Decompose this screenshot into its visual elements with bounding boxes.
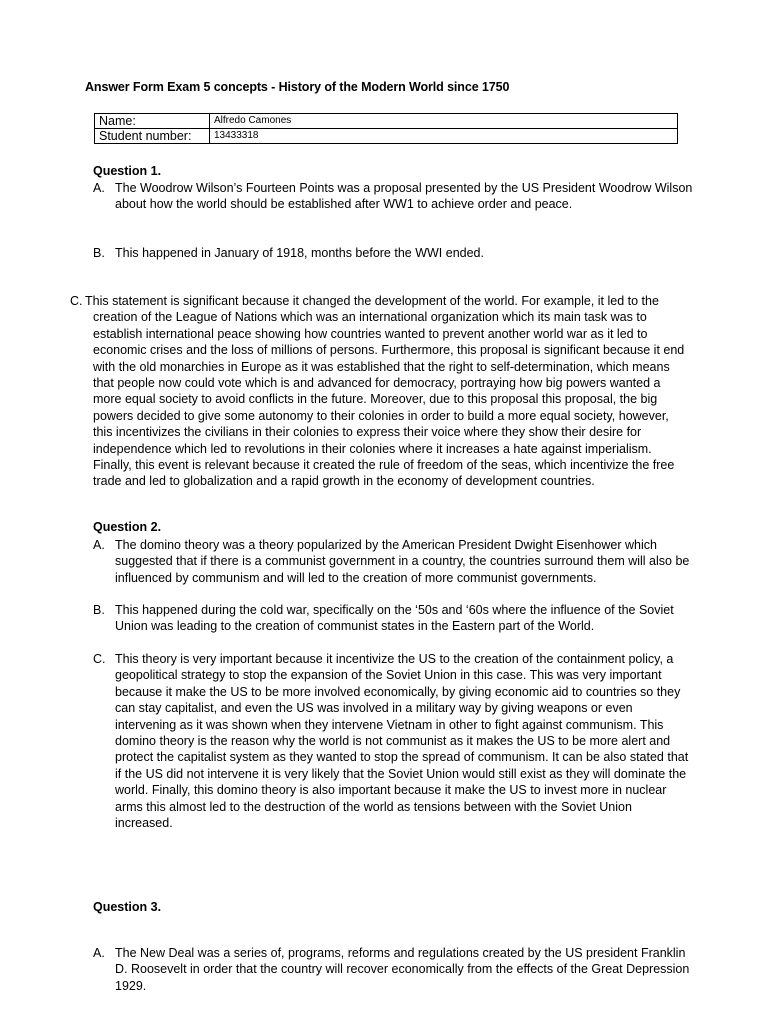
student-info-table <box>94 113 678 144</box>
question-3-title: Question 3. <box>93 900 162 914</box>
question-1-answer-b <box>93 245 693 261</box>
student-number-row <box>95 129 678 144</box>
answer-text: This happened in January of 1918, months before the WWI ended. <box>115 246 484 260</box>
student-number-value: 13433318 <box>210 129 678 144</box>
answer-text: This statement is significant because it changed the development of the world. For example, it led to the creation of the League of Nations which was an international organization which its main task was to establish international peace showing how countries wanted to prevent another world war as it led to economic crises and the loss of millions of persons. Furthermore, this proposal is significant because it end with the old monarchies in Europe as it was established that the right to self-determination, which means that people now could vote which is and advanced for democracy, portraying how big powers wanted a more equal society to avoid conflicts in the future. Moreover, due to this proposal this proposal, the big powers decided to give some autonomy to their colonies in order to build a more equal society, however, this incentivizes the civilians in their colonies to express their voice where they show their desire for independence which led to revolutions in their colonies where it increases a hate against imperialism. Finally, this event is relevant because it created the rule of freedom of the seas, which incentivize the free trade and led to globalization and a rapid growth in the economy of development countries. <box>85 294 685 489</box>
list-marker: C. <box>70 294 83 308</box>
list-marker: A. <box>93 946 105 960</box>
student-number-label: Student number: <box>95 129 210 144</box>
name-label: Name: <box>95 114 210 129</box>
question-2-answer-b <box>93 602 693 635</box>
list-marker: C. <box>93 652 106 666</box>
question-2-answer-c <box>93 651 693 831</box>
question-3-answer-a <box>93 945 693 994</box>
question-1-title: Question 1. <box>93 164 162 178</box>
name-row <box>95 114 678 129</box>
list-marker: B. <box>93 246 105 260</box>
question-2-answer-a <box>93 537 693 586</box>
list-marker: B. <box>93 603 105 617</box>
answer-text: The Woodrow Wilson’s Fourteen Points was a proposal presented by the US President Woodrow Wilson about how the world should be established after WW1 to achieve order and peace. <box>115 181 693 212</box>
answer-text: This happened during the cold war, specifically on the ‘50s and ‘60s where the influence of the Soviet Union was leading to the creation of communist states in the Eastern part of the World. <box>115 603 674 634</box>
name-value: Alfredo Camones <box>210 114 678 129</box>
question-1-answer-a <box>93 180 693 213</box>
answer-text: This theory is very important because it incentivize the US to the creation of the containment policy, a geopolitical strategy to stop the expansion of the Soviet Union in this case. This was very important because it make the US to be more involved economically, by giving economic aid to countries so they can stay capitalist, and even the US was involved in a military way by giving weapons or even intervening as it was shown when they intervene Vietnam in other to fight against communism. This domino theory is the reason why the world is not communist as it makes the US to be more alert and protect the capitalist system as they wanted to stop the spread of communism. It can be also stated that if the US did not intervene it is very likely that the Soviet Union would still exist as they will dominate the world. Finally, this domino theory is also important because it make the US to invest more in nuclear arms this almost led to the destruction of the world as tensions between with the Soviet Union increased. <box>115 652 689 831</box>
answer-text: The New Deal was a series of, programs, reforms and regulations created by the US president Franklin D. Roosevelt in order that the country will recover economically from the effects of the Great Depression 1929. <box>115 946 690 993</box>
question-2-title: Question 2. <box>93 520 162 534</box>
list-marker: A. <box>93 181 105 195</box>
list-marker: A. <box>93 538 105 552</box>
answer-text: The domino theory was a theory popularized by the American President Dwight Eisenhower which suggested that if there is a communist government in a country, the countries surround them will also be influenced by communism and will led to the creation of more communist governments. <box>115 538 690 585</box>
question-1-answer-c <box>70 293 690 490</box>
page-title: Answer Form Exam 5 concepts - History of the Modern World since 1750 <box>85 80 510 94</box>
